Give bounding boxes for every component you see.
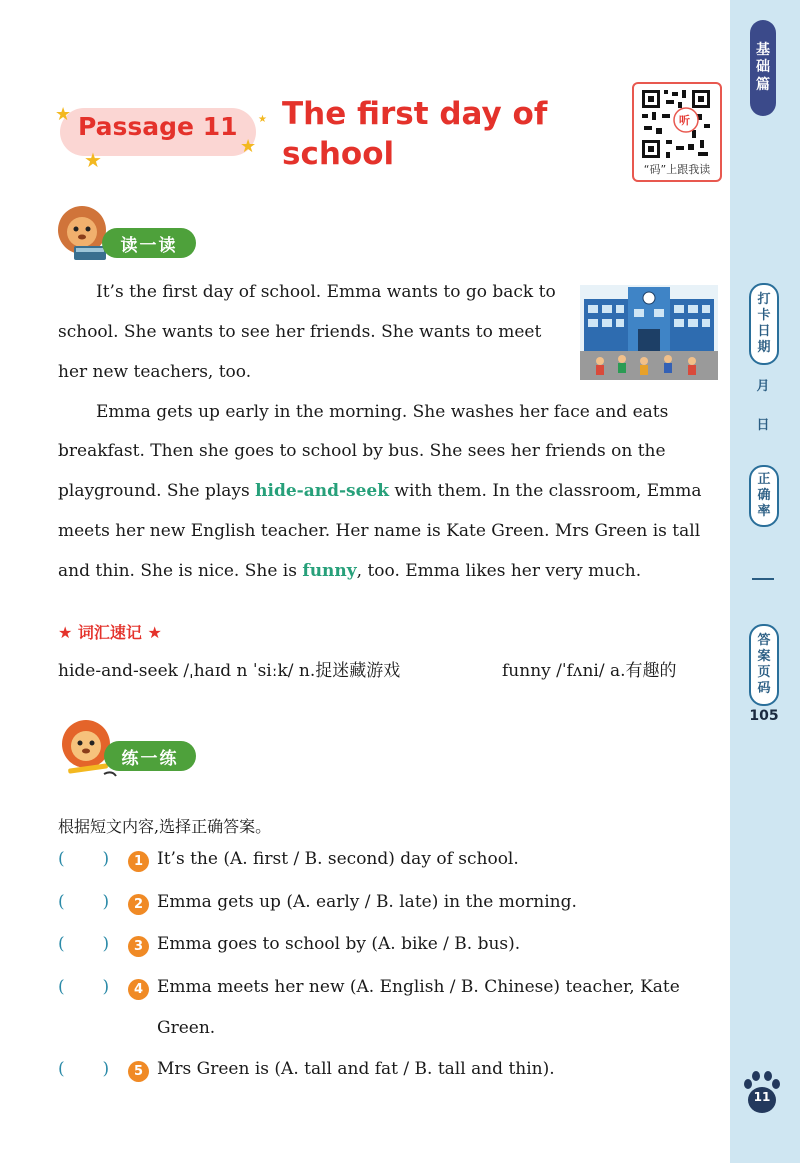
question-text: Emma meets her new (A. English / B. Chinese) teacher, Kate [157,977,680,997]
vocab-title: ★ 词汇速记 ★ [58,623,162,642]
star-icon: ★ [55,104,72,125]
highlight-word: funny [302,561,357,581]
answer-blank[interactable]: ( ) [58,892,110,912]
text-segment: , too. Emma likes her very much. [356,561,642,581]
paragraph-2-line-1: Emma gets up early in the morning. She washes her face and eats [96,402,669,422]
text-segment: playground. She plays [58,481,256,501]
section-tab-char: 篇 [756,76,770,93]
question-text: Emma gets up (A. early / B. late) in the morning. [157,892,577,912]
section-tab [750,20,776,116]
star-icon: ★ [240,136,257,157]
page-title [282,94,547,174]
paragraph-2-line-4: meets her new English teacher. Her name is Kate Green. Mrs Green is tall [58,521,701,541]
page-number: 11 [753,1090,771,1104]
accuracy-char: 确 [757,487,771,503]
read-section-label: 读一读 [102,228,196,258]
question-number: 4 [128,979,149,1000]
paragraph-1-line-1: It’s the first day of school. Emma wants to go back to [96,282,556,302]
vocab-item-2: funny /ˈfʌni/ a.有趣的 [502,661,677,681]
accuracy-char: 率 [757,504,771,520]
paragraph-2-line-3 [58,471,702,511]
school-illustration [580,285,718,380]
qr-caption: “码”上跟我读 [643,163,711,176]
answer-blank[interactable]: ( ) [58,1059,110,1079]
passage-badge: Passage 11 [78,112,238,141]
accuracy-char: 正 [757,471,771,487]
section-tab-char: 基 [756,41,770,58]
accuracy-label [749,465,779,527]
checkin-char: 日 [757,324,771,339]
answer-page-number: 105 [749,708,779,724]
section-tab-char: 础 [756,59,770,76]
star-icon: ★ [84,148,102,172]
answer-page-label [749,624,779,706]
paragraph-2-line-2: breakfast. Then she goes to school by bus. She sees her friends on the [58,441,666,461]
answer-blank[interactable]: ( ) [58,934,110,954]
vocab-item-1: hide-and-seek /ˌhaɪd n ˈsiːk/ n.捉迷藏游戏 [58,661,401,681]
answer-char: 页 [757,665,771,680]
paragraph-1-line-2: school. She wants to see her friends. She wants to meet [58,322,542,342]
practice-section-label: 练一练 [104,741,196,771]
answer-char: 码 [757,681,771,697]
question-number: 2 [128,894,149,915]
star-icon: ★ [258,114,267,125]
checkin-char: 期 [757,340,771,356]
question-text: Emma goes to school by (A. bike / B. bus). [157,934,521,954]
question-text: It’s the (A. first / B. second) day of school. [157,849,519,869]
answer-char: 案 [757,648,771,664]
checkin-char: 卡 [757,307,771,323]
paragraph-2-line-5 [58,551,641,591]
checkin-char: 打 [757,291,771,307]
accuracy-blank-line [752,578,774,580]
text-segment: and thin. She is nice. She is [58,561,303,581]
answer-char: 答 [757,632,771,648]
question-number: 3 [128,936,149,957]
highlight-word: hide-and-seek [255,481,390,501]
paragraph-1-line-3: her new teachers, too. [58,362,252,382]
instruction: 根据短文内容,选择正确答案。 [58,817,272,836]
qr-code-icon [640,88,712,160]
question-text-continued: Green. [157,1018,216,1038]
answer-blank[interactable]: ( ) [58,849,110,869]
day-label: 日 [756,418,770,433]
title-line-1: The first day of [282,96,548,132]
qr-listen-label: 听 [679,114,690,127]
answer-blank[interactable]: ( ) [58,977,110,997]
question-text: Mrs Green is (A. tall and fat / B. tall and thin). [157,1059,555,1079]
title-line-2: school [282,136,395,172]
question-number: 1 [128,851,149,872]
checkin-date-label [749,283,779,365]
text-segment: with them. In the classroom, Emma [389,481,702,501]
question-number: 5 [128,1061,149,1082]
month-label: 月 [756,379,770,394]
